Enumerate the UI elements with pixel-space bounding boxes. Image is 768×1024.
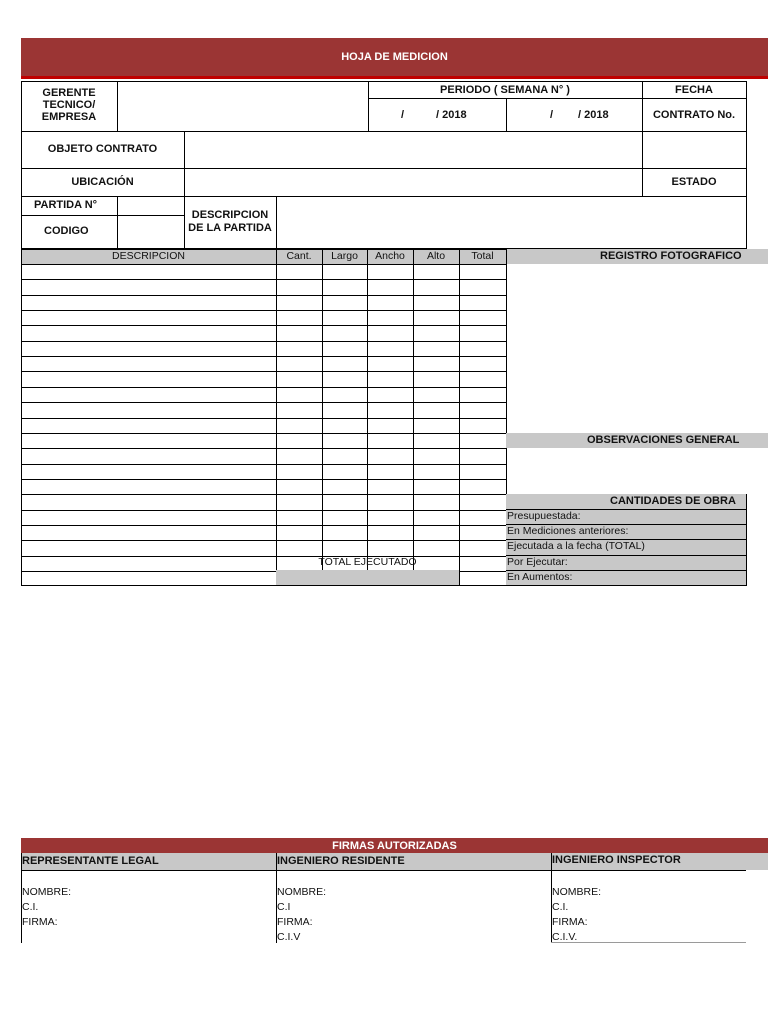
table-row-line xyxy=(21,464,506,465)
table-row-line xyxy=(21,279,506,280)
table-col-line xyxy=(276,249,277,586)
inspector-fields xyxy=(552,885,601,945)
cantidades-right-line xyxy=(746,494,747,586)
cantidad-ejecutada: Ejecutada a la fecha (TOTAL) xyxy=(507,540,645,552)
firmas-banner xyxy=(21,838,768,853)
table-row-line xyxy=(21,387,506,388)
col-ancho: Ancho xyxy=(375,250,405,262)
table-col-line xyxy=(367,249,368,586)
table-col-line xyxy=(413,249,414,586)
cantidad-presupuestada: Presupuestada: xyxy=(507,510,581,522)
table-row-line xyxy=(21,510,506,511)
banner-underline xyxy=(21,76,768,79)
date-to-year: / 2018 xyxy=(578,109,609,121)
table-row-line xyxy=(21,525,506,526)
residente-civ: C.I.V xyxy=(277,931,301,943)
fecha-label: FECHA xyxy=(675,84,713,96)
firmas-title: FIRMAS AUTORIZADAS xyxy=(332,839,457,852)
table-row-line xyxy=(21,540,506,541)
representante-ci: C.I. xyxy=(22,901,39,913)
col-cant: Cant. xyxy=(286,250,312,262)
cantidad-por-ejecutar: Por Ejecutar: xyxy=(507,556,568,568)
form-title: HOJA DE MEDICION xyxy=(341,51,448,63)
col-total: Total xyxy=(471,250,494,262)
col-alto: Alto xyxy=(426,250,446,262)
cantidad-anteriores: En Mediciones anteriores: xyxy=(507,525,629,537)
descripcion-partida-label: DESCRIPCION DE LA PARTIDA xyxy=(188,209,272,234)
col-descripcion: DESCRIPCION xyxy=(112,250,185,262)
table-row-line xyxy=(21,418,506,419)
table-bottom-line xyxy=(21,585,506,586)
table-row-line xyxy=(21,448,506,449)
table-col-line xyxy=(21,249,22,586)
date-from-year: / 2018 xyxy=(436,109,467,121)
estado-label: ESTADO xyxy=(671,176,717,188)
table-row-line xyxy=(21,264,506,265)
table-row-line xyxy=(21,371,506,372)
representante-firma: FIRMA: xyxy=(22,916,58,928)
table-col-line xyxy=(459,249,460,586)
representante-nombre: NOMBRE: xyxy=(22,886,72,898)
table-row-line xyxy=(21,325,506,326)
residente-heading: INGENIERO RESIDENTE xyxy=(277,855,405,867)
total-ejecutado-bg xyxy=(276,570,459,585)
table-row-line xyxy=(21,356,506,357)
periodo-label: PERIODO ( SEMANA N° ) xyxy=(440,84,570,96)
inspector-heading: INGENIERO INSPECTOR xyxy=(552,854,681,866)
inspector-ci: C.I. xyxy=(552,901,569,913)
cantidades-row-line xyxy=(506,585,746,586)
cantidad-aumentos: En Aumentos: xyxy=(507,571,573,583)
residente-ci: C.I xyxy=(277,901,291,913)
date-from-slash: / xyxy=(401,109,405,121)
inspector-nombre: NOMBRE: xyxy=(552,886,602,898)
table-row-line xyxy=(21,433,506,434)
table-row-line xyxy=(21,341,506,342)
table-row-line xyxy=(21,494,506,495)
observaciones-label: OBSERVACIONES GENERAL xyxy=(587,434,740,446)
registro-fotografico-label: REGISTRO FOTOGRAFICO xyxy=(600,250,742,262)
table-col-line xyxy=(322,249,323,586)
ubicacion-label: UBICACIÓN xyxy=(71,176,134,188)
table-row-line xyxy=(21,295,506,296)
col-largo: Largo xyxy=(331,250,358,262)
residente-firma: FIRMA: xyxy=(277,916,313,928)
representante-heading: REPRESENTANTE LEGAL xyxy=(22,855,159,867)
inspector-firma: FIRMA: xyxy=(552,916,588,928)
table-row-line xyxy=(21,479,506,480)
residente-nombre: NOMBRE: xyxy=(277,886,327,898)
cantidades-label: CANTIDADES DE OBRA xyxy=(610,495,736,507)
residente-fields xyxy=(277,885,326,945)
inspector-civ: C.I.V. xyxy=(552,931,578,943)
table-row-line xyxy=(21,402,506,403)
codigo-label: CODIGO xyxy=(44,225,89,237)
form-title-banner xyxy=(21,38,768,76)
contrato-label: CONTRATO No. xyxy=(652,109,736,121)
date-to-slash: / xyxy=(550,109,554,121)
representante-fields xyxy=(22,885,71,930)
table-row-line xyxy=(21,310,506,311)
total-ejecutado-label: TOTAL EJECUTADO xyxy=(318,556,417,568)
partida-label: PARTIDA N° xyxy=(34,199,98,211)
objeto-contrato-label: OBJETO CONTRATO xyxy=(47,143,158,155)
gerente-label: GERENTE TECNICO/ EMPRESA xyxy=(41,87,97,123)
